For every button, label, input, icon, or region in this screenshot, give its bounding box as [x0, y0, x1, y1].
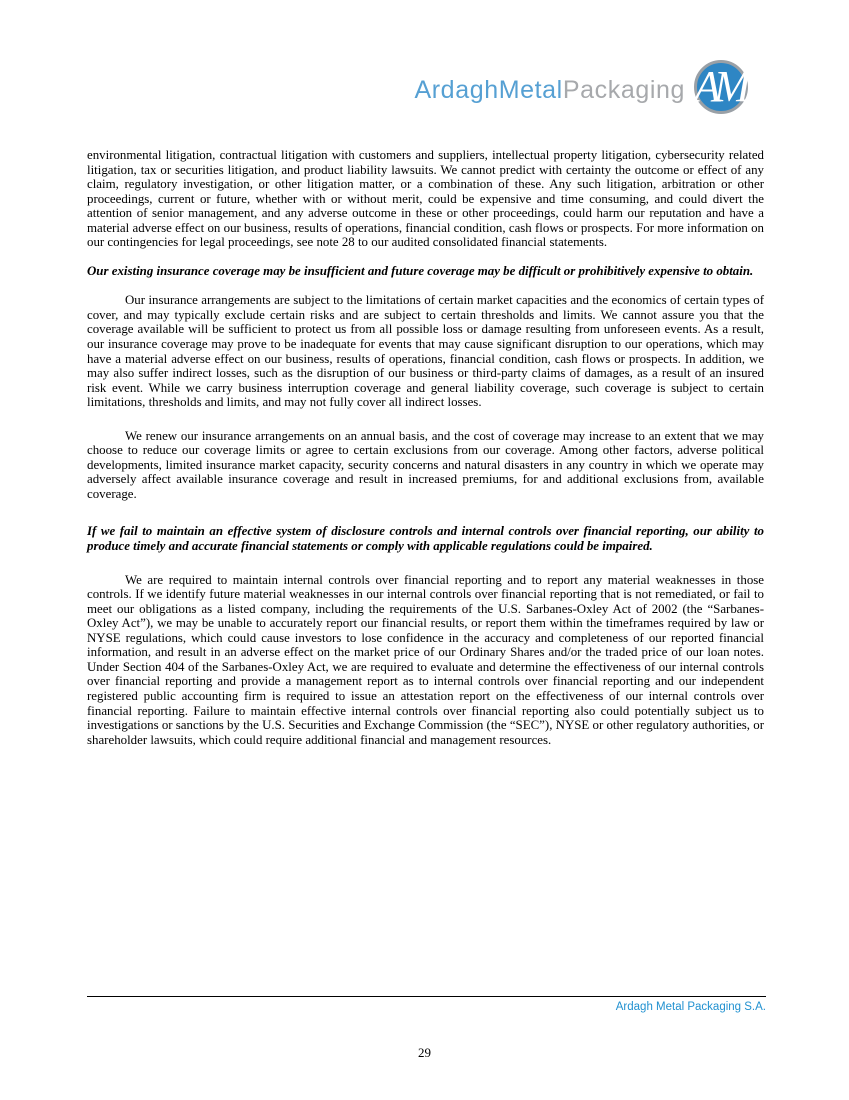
company-logo — [414, 57, 764, 115]
logo-text-packaging: Packaging — [562, 75, 685, 104]
logo-text-ardaghmetal: ArdaghMetal — [414, 75, 563, 104]
paragraph-internal-controls: We are required to maintain internal controls over financial reporting and to report any material weaknesses in those controls. If we identify future material weaknesses in our internal controls over financial reporting that is not remediated, or fail to meet our obligations as a listed company, including the requirements of the U.S. Sarbanes-Oxley Act of 2002 (the “Sarbanes-Oxley Act”), we may be unable to accurately report our financial results, or report them within the timeframes required by law or NYSE regulations, which could cause investors to lose confidence in the accuracy and completeness of our reported financial information, and result in an adverse effect on the market price of our Ordinary Shares and/or the traded price of our loan notes. Under Section 404 of the Sarbanes-Oxley Act, we are required to evaluate and determine the effectiveness of our internal controls over financial reporting and provide a management report as to internal controls over financial reporting and our independent registered public accounting firm is required to issue an attestation report on the effectiveness of our internal controls over financial reporting. Failure to maintain effective internal controls over financial reporting also could potentially subject us to investigations or sanctions by the U.S. Securities and Exchange Commission (the “SEC”), NYSE or other regulatory authorities, or shareholder lawsuits, which could require additional financial and management resources. — [87, 572, 764, 747]
risk-heading-insurance-coverage: Our existing insurance coverage may be insufficient and future coverage may be difficult or prohibitively expensive to obtain. — [87, 263, 754, 278]
amp-badge-letters: AMP — [694, 62, 764, 111]
footer-divider — [87, 996, 766, 997]
paragraph-litigation-continuation: environmental litigation, contractual litigation with customers and suppliers, intellectual property litigation, cybersecurity related litigation, tax or securities litigation, and product liability lawsuits. We cannot predict with certainty the outcome or effect of any claim, regulatory investigation, or other litigation matter, or a combination of these. Any such litigation, arbitration or other proceedings, current or future, whether with or without merit, could be expensive and time consuming, and could divert the attention of senior management, and any adverse outcome in these or other proceedings, could harm our reputation and have a material adverse effect on our business, results of operations, financial condition, cash flows or prospects. For more information on our contingencies for legal proceedings, see note 28 to our audited consolidated financial statements. — [87, 148, 764, 250]
paragraph-insurance-arrangements: Our insurance arrangements are subject to the limitations of certain market capacities and the economics of certain types of cover, and may typically exclude certain risks and are subject to certain thresholds and limits. We cannot assure you that the coverage available will be sufficient to protect us from all possible loss or damage resulting from unforeseen events. As a result, our insurance coverage may prove to be inadequate for events that may cause significant disruption to our operations, which may have a material adverse effect on our business, results of operations, financial condition, cash flows or prospects. In addition, we may also suffer indirect losses, such as the disruption of our business or third-party claims of damages, as a result of an insured risk event. While we carry business interruption coverage and general liability coverage, such coverage is subject to certain limitations, thresholds and limits, and may not fully cover all indirect losses. — [87, 293, 764, 410]
page-body — [87, 148, 764, 747]
page-number: 29 — [418, 1045, 431, 1060]
paragraph-insurance-renewal: We renew our insurance arrangements on an annual basis, and the cost of coverage may increase to an extent that we may choose to reduce our coverage limits or agree to certain exclusions from our coverage. Among other factors, adverse political developments, limited insurance market capacity, security concerns and natural disasters in any country in which we operate may adversely affect available insurance coverage and result in increased premiums, for and additional exclusions from, available coverage. — [87, 428, 764, 501]
footer-company-name: Ardagh Metal Packaging S.A. — [615, 1001, 766, 1013]
amp-logo-badge-icon — [692, 57, 764, 115]
risk-heading-internal-controls: If we fail to maintain an effective system of disclosure controls and internal controls over financial reporting, our ability to produce timely and accurate financial statements or comply with applicable regulations could be impaired. — [87, 524, 764, 554]
logo-wordmark — [414, 75, 685, 104]
